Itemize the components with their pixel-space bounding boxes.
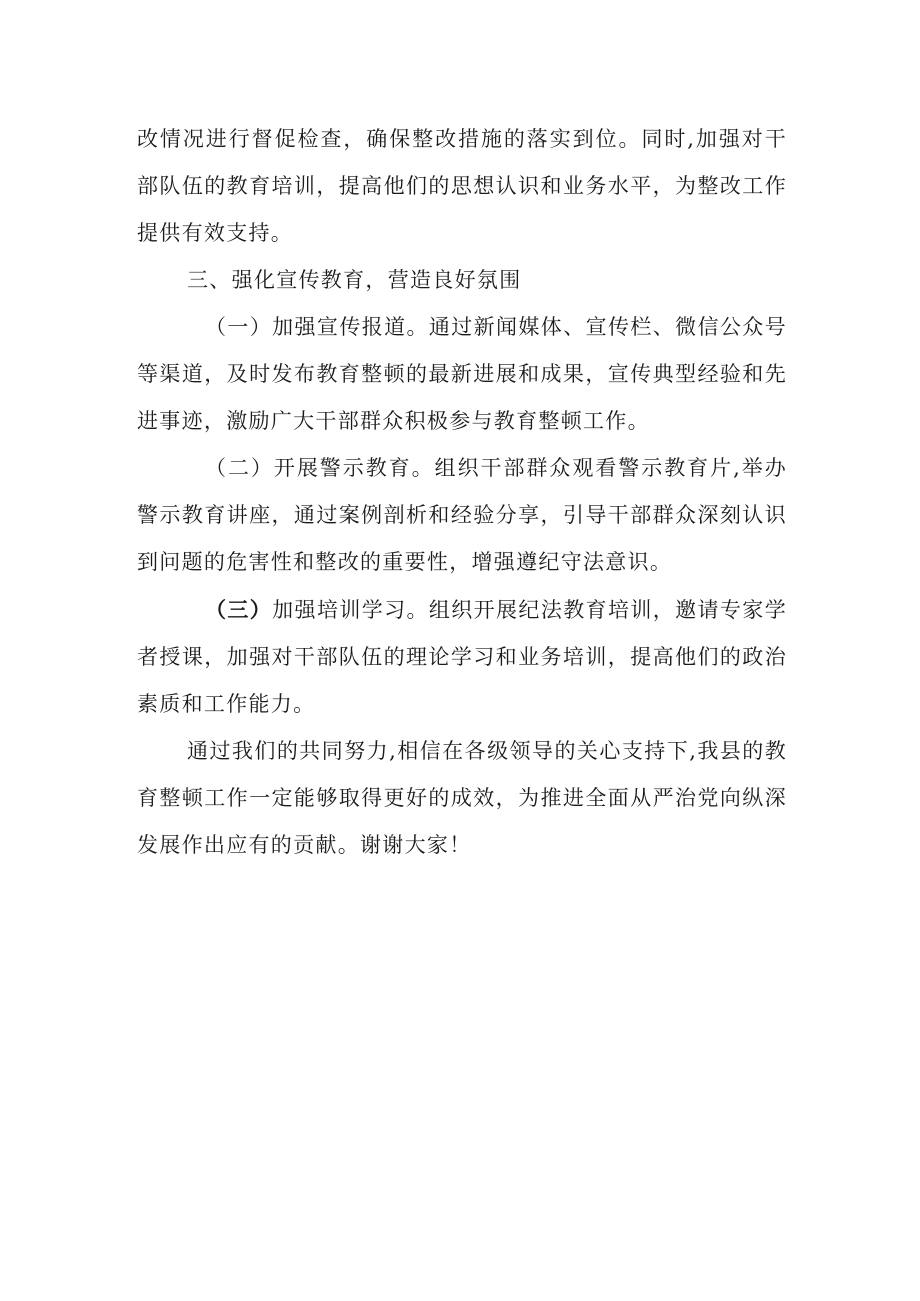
paragraph-warning-education: （二）开展警示教育。组织干部群众观看警示教育片,举办警示教育讲座，通过案例剖析和经验分享，引导干部群众深刻认识到问题的危害性和整改的重要性，增强遵纪守法意识。 [137,456,787,574]
section-heading-3: 三、强化宣传教育，营造良好氛围 [187,268,522,292]
document-body [137,116,787,869]
paragraph-closing: 通过我们的共同努力,相信在各级领导的关心支持下,我县的教育整顿工作一定能够取得更好的成效，为推进全面从严治党向纵深发展作出应有的贡献。谢谢大家！ [137,739,787,857]
paragraph-training-number: （三） [205,597,273,622]
paragraph-rectification-followup: 改情况进行督促检查，确保整改措施的落实到位。同时,加强对干部队伍的教育培训，提高他们的思想认识和业务水平，为整改工作提供有效支持。 [137,127,787,245]
paragraph-publicity: （一）加强宣传报道。通过新闻媒体、宣传栏、微信公众号等渠道，及时发布教育整顿的最新进展和成果，宣传典型经验和先进事迹，激励广大干部群众积极参与教育整顿工作。 [137,315,787,433]
paragraph-training-text: 加强培训学习。组织开展纪法教育培训，邀请专家学者授课，加强对干部队伍的理论学习和业务培训，提高他们的政治素质和工作能力。 [137,598,787,716]
paragraph-training [137,586,787,728]
